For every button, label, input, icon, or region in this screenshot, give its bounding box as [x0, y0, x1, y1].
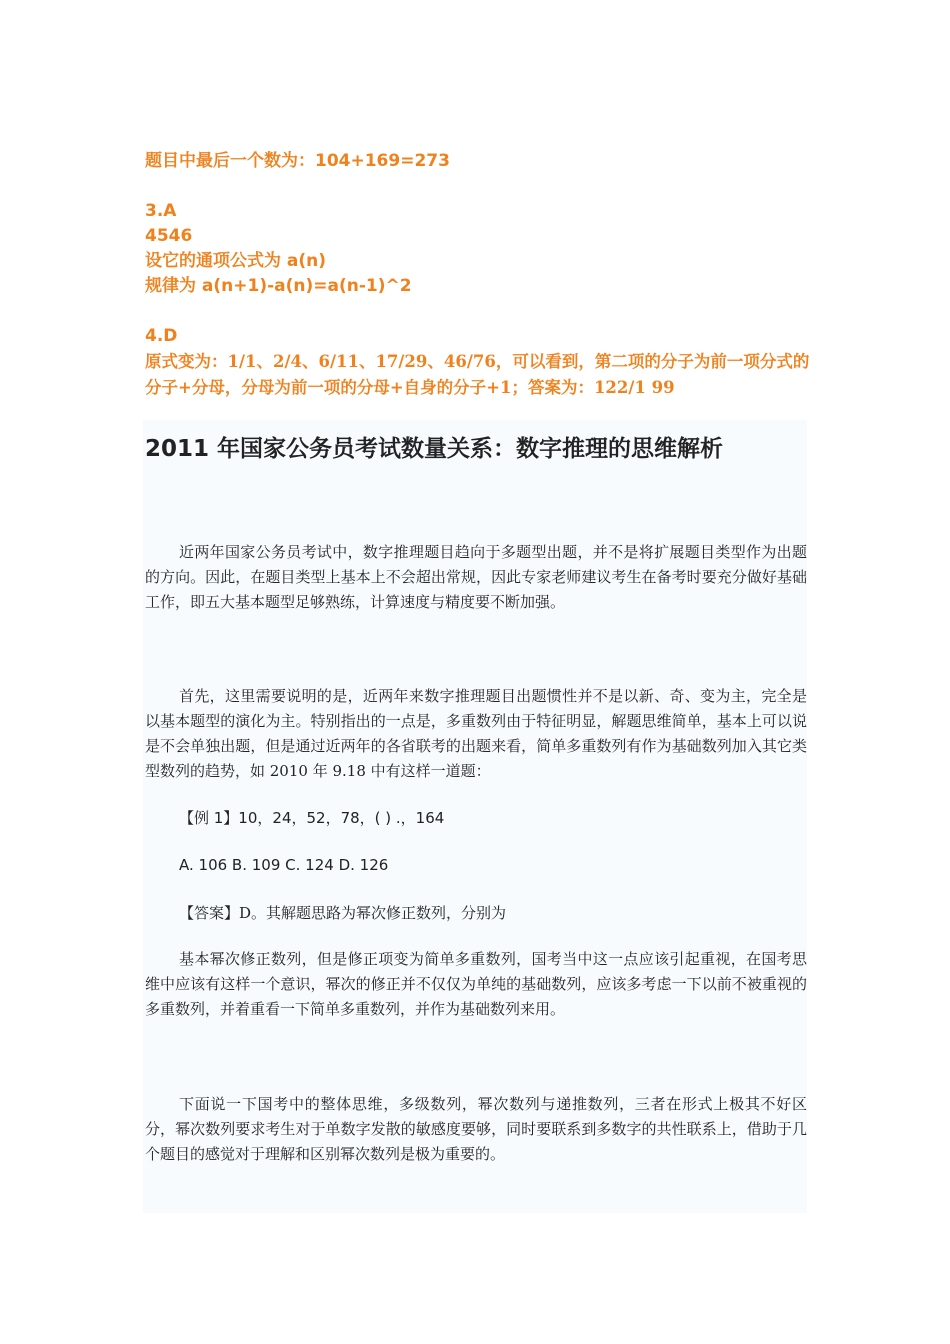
article-paragraph-3: 基本幂次修正数列，但是修正项变为简单多重数列，国考当中这一点应该引起重视，在国考思维中应该有这样一个意识，幂次的修正并不仅仅为单纯的基础数列，应该多考虑一下以前不被重视的多重数列，并着重看一下简单多重数列，并作为基础数列来用。 — [145, 950, 807, 1018]
article-title: 2011 年国家公务员考试数量关系：数字推理的思维解析 — [145, 436, 724, 462]
example-question: 【例 1】10，24，52，78，( ) .，164 — [179, 809, 445, 827]
article — [143, 420, 807, 1213]
q3-label: 3.A — [145, 201, 177, 221]
q3-number: 4546 — [145, 226, 193, 246]
q4-answer-block — [145, 324, 810, 401]
q4-label: 4.D — [145, 326, 178, 346]
example-options: A. 106 B. 109 C. 124 D. 126 — [179, 856, 389, 874]
article-paragraph-1: 近两年国家公务员考试中，数字推理题目趋向于多题型出题，并不是将扩展题目类型作为出题的方向。因此，在题目类型上基本上不会超出常规，因此专家老师建议考生在备考时要充分做好基础工作，即五大基本题型足够熟练，计算速度与精度要不断加强。 — [145, 543, 807, 611]
example-answer: 【答案】D。其解题思路为幂次修正数列，分别为 — [179, 904, 507, 922]
q3-rule: 规律为 a(n+1)-a(n)=a(n-1)^2 — [145, 276, 412, 296]
article-paragraph-2: 首先，这里需要说明的是，近两年来数字推理题目出题惯性并不是以新、奇、变为主，完全是以基本题型的演化为主。特别指出的一点是，多重数列由于特征明显，解题思维简单，基本上可以说是不会单独出题，但是通过近两年的各省联考的出题来看，简单多重数列有作为基础数列加入其它类型数列的趋势，如 2010 年 9.18 中有这样一道题： — [145, 687, 807, 780]
answer-section — [145, 149, 810, 174]
q3-formula-intro: 设它的通项公式为 a(n) — [145, 251, 327, 271]
article-paragraph-4: 下面说一下国考中的整体思维，多级数列，幂次数列与递推数列，三者在形式上极其不好区分，幂次数列要求考生对于单数字发散的敏感度要够，同时要联系到多数字的共性联系上，借助于几个题目的感觉对于理解和区别幂次数列是极为重要的。 — [145, 1095, 807, 1163]
q3-answer-block — [145, 199, 810, 299]
q2-last-number-line: 题目中最后一个数为：104+169=273 — [145, 151, 450, 171]
q4-explanation: 原式变为：1/1、2/4、6/11、17/29、46/76，可以看到，第二项的分子为前一项分式的分子+分母，分母为前一项的分母+自身的分子+1；答案为：122/1 99 — [145, 352, 810, 397]
